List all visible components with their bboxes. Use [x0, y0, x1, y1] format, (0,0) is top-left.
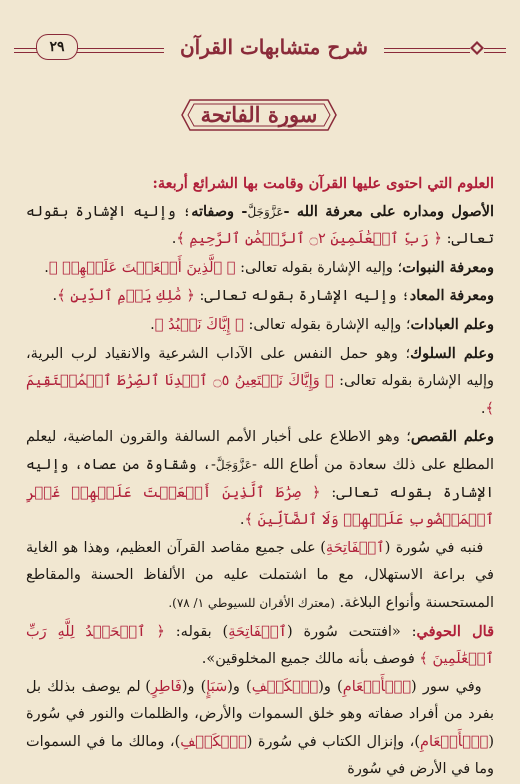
paragraph-ibadat — [26, 311, 494, 340]
surah-name: سَبَإٍ — [206, 678, 228, 695]
paragraph-text: ؛ وإليه الإشارة بقوله تعالى: — [26, 203, 494, 248]
paragraph-text: : «افتتحت سُورة ( — [287, 623, 417, 640]
punctuation: . — [44, 259, 49, 276]
paragraph-text-3: فوصف بأنه مالك جميع المخلوقين». — [201, 651, 415, 668]
paragraph-text-2: ) على جميع مقاصد القرآن العظيم، وهذا هو الغاية في براعة الاستهلال، مع ما اشتملت عليه من الألفاظ الحسنة والمقاطع المستحسنة وأنواع البلاغة. — [26, 539, 494, 611]
intro-line: العلوم التي احتوى عليها القرآن وقامت بها الشرائع أربعة: — [152, 175, 494, 192]
paragraph-maad — [26, 282, 494, 311]
surah-name: ٱلۡكَهۡفِ — [180, 733, 247, 750]
page-body — [26, 170, 494, 784]
paragraph-nubuwwat — [26, 254, 494, 283]
paragraph-text-2: ) بقوله: — [175, 623, 229, 640]
surah-name: ٱلۡأَنۡعَامِ — [420, 733, 489, 750]
term-ibadat: وعلم العبادات — [410, 315, 494, 333]
punctuation: . — [52, 288, 58, 305]
surah-title: سورة الفاتحة — [200, 102, 318, 127]
quran-verse: ﴿ ٱلۡحَمۡدُ لِلَّهِ رَبِّ ٱلۡعَٰلَمِينَ ﴾ — [26, 623, 494, 668]
paragraph-text: )، ومالك ما في السموات وما في الأرض في سُورة — [26, 733, 494, 778]
punctuation: . — [480, 400, 486, 417]
surah-name: ٱلۡأَنۡعَامِ — [342, 678, 412, 695]
punctuation: . — [171, 231, 177, 248]
punctuation: . — [239, 512, 245, 529]
term-hawfi: قال الحوفي — [416, 622, 495, 640]
surah-title-frame — [180, 94, 338, 136]
header-ornament-icon — [470, 41, 484, 55]
paragraph-text: ) لم يوصف بذلك بل بفرد من أفراد صفاته وهو خلق السموات والأرض، والظلمات والنور في سُورة ( — [26, 678, 494, 750]
running-title: شرح متشابهات القرآن — [164, 30, 384, 64]
paragraph-text: فنبه في سُورة ( — [384, 539, 484, 556]
quran-verse: ﴿ مَٰلِكِ يَوۡمِ ٱلدِّينِ ﴾ — [57, 288, 195, 305]
term-nubuwwat: ومعرفة النبوات — [402, 258, 494, 276]
paragraph-suluk — [26, 340, 494, 424]
honorific: عَزَّوَجَلَّ — [215, 457, 252, 472]
quran-verse: ﴿ صِرَٰطَ ٱلَّذِينَ أَنۡعَمۡتَ عَلَيۡهِمۡ غَيۡرِ ٱلۡمَغۡضُوبِ عَلَيۡهِمۡ وَلَا ٱلضَّآلِّينَ ﴾ — [26, 484, 494, 529]
paragraph-usul — [26, 198, 494, 254]
quran-verse: ﴿ رَبِّ ٱلۡعَٰلَمِينَ ۝٢ ٱلرَّحۡمَٰنِ ٱلرَّحِيمِ ﴾ — [176, 231, 443, 248]
term-suluk: وعلم السلوك — [410, 344, 494, 362]
honorific: عَزَّوَجَلَّ — [247, 204, 284, 219]
page-number: ٢٩ — [36, 34, 78, 60]
page-header — [14, 30, 506, 66]
paragraph-text: ؛ وإليه الإشارة بقوله تعالى: — [240, 259, 403, 276]
paragraph-text: ؛ وإليه الإشارة بقوله تعالى: — [248, 316, 411, 333]
paragraph-other-surahs — [26, 674, 494, 784]
quran-verse: ﴿ إِيَّاكَ نَعۡبُدُ ﴾ — [154, 316, 244, 333]
surah-name: ٱلۡفَاتِحَةِ — [228, 623, 288, 640]
term-maad: ومعرفة المعاد — [409, 287, 494, 305]
term-usul: الأصول ومداره على معرفة الله - — [283, 202, 494, 220]
paragraph-text: ؛ وإليه الإشارة بقوله تعالى: — [199, 288, 410, 305]
punctuation: . — [150, 316, 155, 333]
paragraph-text: )، وإنزال الكتاب في سُورة ( — [246, 733, 420, 750]
paragraph-text-2: -، وشقاوة من عصاه، وإليه الإشارة بقوله تعالى: — [26, 456, 495, 501]
term-usul-2: - وصفاته — [191, 202, 248, 220]
paragraph-text: وفي سور ( — [411, 678, 482, 695]
paragraph-text: ؛ وهو الاطلاع على أخبار الأمم السالفة والقرون الماضية، ليعلم المطلع على ذلك سعادة من أطاع الله - — [26, 429, 494, 473]
paragraph-summary — [26, 535, 494, 618]
surah-name: فَاطِرٍ — [150, 678, 182, 695]
paragraph-qasas — [26, 423, 494, 534]
surah-name: ٱلۡكَهۡفِ — [251, 678, 319, 695]
paragraph-text: ) و( — [318, 678, 343, 695]
paragraph-text: ؛ وهو حمل النفس على الآداب الشرعية والانقياد لرب البرية، وإليه الإشارة بقوله تعالى: — [26, 345, 495, 390]
surah-name: ٱلۡفَاتِحَةِ — [325, 539, 385, 556]
paragraph-hawfi — [26, 618, 494, 674]
paragraph-text: ) و( — [227, 678, 252, 695]
quran-verse: ﴿ وَإِيَّاكَ نَسۡتَعِينُ ۝٥ ٱهۡدِنَا ٱلصِّرَٰطَ ٱلۡمُسۡتَقِيمَ ﴾ — [26, 373, 494, 417]
paragraph-text: ) و( — [181, 678, 207, 695]
quran-verse: ﴿ ٱلَّذِينَ أَنۡعَمۡتَ عَلَيۡهِمۡ ﴾ — [48, 259, 236, 276]
citation: (معترك الأقران للسيوطي ١/ ٧٨). — [168, 595, 335, 610]
term-qasas: وعلم القصص — [410, 428, 494, 446]
